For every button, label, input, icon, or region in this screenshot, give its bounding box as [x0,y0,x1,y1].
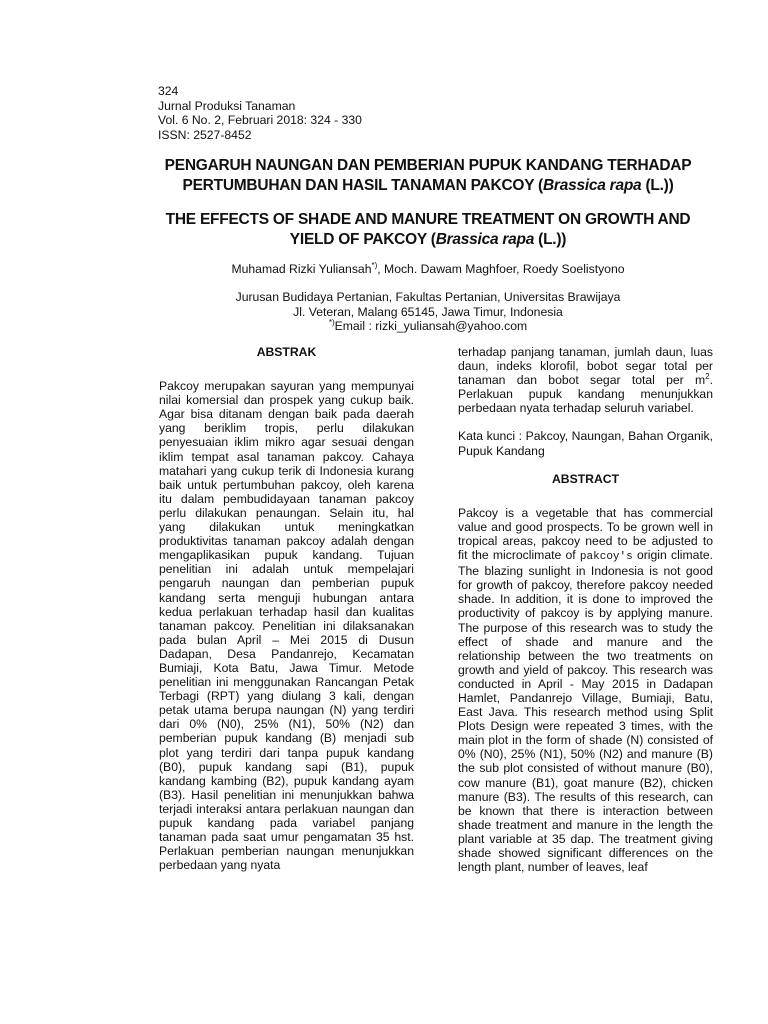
author-mark: *) [371,260,378,270]
journal-header [158,84,362,142]
affiliation-line2: Jl. Veteran, Malang 65145, Jawa Timur, Indonesia [293,304,563,319]
abstract-part2: origin climate. The blazing sunlight in Indonesia is not good for growth of pakcoy, therefore pakcoy needed shade. In addition, it is done to improved the productivity of pakcoy is by applying manure. The purpose of this research was to study the effect of shade and manure and the relationship between the two treatments on growth and yield of pakcoy. This research was conducted in April - May 2015 in Dadapan Hamlet, Pandanrejo Village, Bumiaji, Batu, East Java. This research method using Split Plots Design were repeated 3 times, with the main plot in the form of shade (N) consisted of 0% (N0), 25% (N1), 50% (N2) and manure (B) the sub plot consisted of without manure (B0), cow manure (B1), goat manure (B2), chicken manure (B3). The results of this research, can be known that there is interaction between shade treatment and manure in the length the plant variable at 35 dap. The treatment giving shade showed significant differences on the length plant, number of leaves, leaf [458,548,713,875]
title-en-line2-pre: YIELD OF PAKCOY ( [289,230,436,248]
affiliation-email [150,319,706,334]
email-mark: *) [328,317,335,327]
title-indonesian [150,156,706,195]
abstrak-continued-pre: terhadap panjang tanaman, jumlah daun, luas daun, indeks klorofil, bobot segar total per tanaman dan bobot segar total per m [458,345,713,388]
title-en-species: Brassica rapa [435,230,535,248]
right-column [458,345,713,874]
abstrak-body-continued [458,345,713,415]
keywords: Kata kunci : Pakcoy, Naungan, Bahan Organik, Pupuk Kandang [458,429,713,458]
abstract-body [458,506,713,874]
abstrak-body: Pakcoy merupakan sayuran yang mempunyai nilai komersial dan prospek yang cukup baik. Agar bisa ditanam dengan baik pada daerah yang beriklim tropis, perlu dilakukan penyesuaian iklim mikro agar sesuai dengan iklim tempat asal tanaman pakcoy. Cahaya matahari yang cukup terik di Indonesia kurang baik untuk pertumbuhan pakcoy, oleh karena itu dalam pembudidayaan tanaman pakcoy perlu dilakukan penaungan. Selain itu, hal yang dilakukan untuk meningkatkan produktivitas tanaman pakcoy adalah dengan mengaplikasikan pupuk kandang. Tujuan penelitian ini adalah untuk mempelajari pengaruh naungan dan pemberian pupuk kandang serta menguji hubungan antara kedua perlakuan terhadap hasil dan kualitas tanaman pakcoy. Penelitian ini dilaksanakan pada bulan April – Mei 2015 di Dusun Dadapan, Desa Pandanrejo, Kecamatan Bumiaji, Kota Batu, Jawa Timur. Metode penelitian ini menggunakan Rancangan Petak Terbagi (RPT) yang diulang 3 kali, dengan petak utama berupa naungan (N) yang terdiri dari 0% (N0), 25% (N1), 50% (N2) dan pemberian pupuk kandang (B) menjadi sub plot yang terdiri dari tanpa pupuk kandang (B0), pupuk kandang sapi (B1), pupuk kandang kambing (B2), pupuk kandang ayam (B3). Hasil penelitian ini menunjukkan bahwa terjadi interaksi antara perlakuan naungan dan pupuk kandang pada variabel panjang tanaman pada saat umur pengamatan 35 hst. Perlakuan pemberian naungan menunjukkan perbedaan yang nyata [159,379,414,873]
title-en-line2-post: (L.)) [534,230,567,248]
email-text: Email : rizki_yuliansah@yahoo.com [334,319,528,333]
title-id-line2 [150,176,706,196]
title-id-line1: PENGARUH NAUNGAN DAN PEMBERIAN PUPUK KANDANG TERHADAP [164,157,692,174]
title-english [150,210,706,249]
page-number: 324 [158,84,179,98]
journal-volume: Vol. 6 No. 2, Februari 2018: 324 - 330 [158,113,362,127]
left-column [159,345,414,872]
title-en-line1: THE EFFECTS OF SHADE AND MANURE TREATMENT ON GROWTH AND [165,211,691,228]
author-first: Muhamad Rizki Yuliansah [231,262,372,276]
abstract-mono-word: pakcoy's [579,551,633,564]
title-en-line2 [150,230,706,250]
abstrak-continued-sup: 2 [705,372,710,382]
affiliation [150,290,706,334]
abstract-part1: Pakcoy is a vegetable that has commercial value and good prospects. To be grown well in tropical areas, pakcoy need to be adjusted to fit the microclimate of [458,505,713,563]
author-list [150,262,706,277]
author-rest: , Moch. Dawam Maghfoer, Roedy Soelistyono [377,262,625,276]
abstract-heading: ABSTRACT [551,471,620,486]
title-id-line2-pre: PERTUMBUHAN DAN HASIL TANAMAN PAKCOY ( [182,176,543,194]
title-id-species: Brassica rapa [542,176,642,194]
abstrak-continued-post: . Perlakuan pupuk kandang menunjukkan perbedaan nyata terhadap seluruh variabel. [458,373,713,416]
journal-issn: ISSN: 2527-8452 [158,127,252,142]
abstrak-heading: ABSTRAK [256,345,317,359]
affiliation-line1: Jurusan Budidaya Pertanian, Fakultas Pertanian, Universitas Brawijaya [235,290,621,304]
title-id-line2-post: (L.)) [641,176,674,194]
journal-name: Jurnal Produksi Tanaman [158,98,296,113]
